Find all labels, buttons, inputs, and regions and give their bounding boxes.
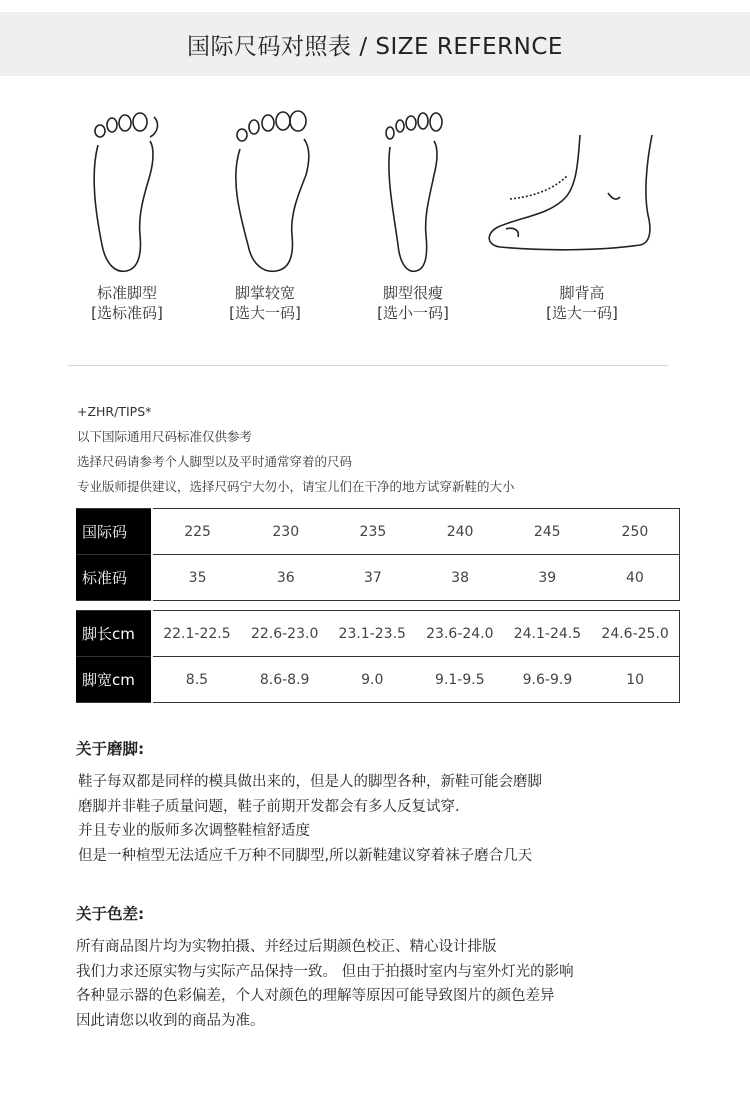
tips-block — [77, 402, 515, 502]
measure-table — [76, 610, 680, 703]
abrasion-section — [76, 737, 542, 869]
table-cell: 23.6-24.0 — [416, 611, 504, 657]
table-row — [76, 611, 680, 657]
row-label: 脚长cm — [76, 611, 152, 657]
section-title: 关于磨脚: — [76, 740, 145, 758]
foot-sole-wide-icon — [216, 105, 336, 285]
table-cell: 8.5 — [152, 657, 241, 703]
table-cell: 240 — [417, 509, 504, 555]
page-header — [0, 12, 750, 76]
table-cell: 10 — [591, 657, 679, 703]
section-line: 所有商品图片均为实物拍摄、并经过后期颜色校正、精心设计排版 — [76, 939, 497, 955]
section-line: 因此请您以收到的商品为准。 — [76, 1012, 265, 1029]
tips-heading: +ZHR/TIPS* — [77, 404, 152, 419]
foot-label-wide: 脚掌较宽 [选大一码] — [229, 284, 301, 322]
table-row — [76, 555, 680, 601]
foot-label-standard: 标准脚型 [选标准码] — [91, 284, 163, 322]
table-cell: 35 — [152, 555, 242, 601]
table-cell: 9.1-9.5 — [416, 657, 504, 703]
table-cell: 8.6-8.9 — [241, 657, 329, 703]
table-cell: 24.6-25.0 — [591, 611, 679, 657]
foot-sole-slim-icon — [360, 105, 480, 285]
divider — [68, 365, 668, 366]
section-line: 我们力求还原实物与实际产品保持一致。 但由于拍摄时室内与室外灯光的影响 — [76, 963, 574, 980]
table-cell: 24.1-24.5 — [504, 611, 592, 657]
table-row — [76, 509, 680, 555]
foot-label-high-instep: 脚背高 [选大一码] — [546, 284, 618, 322]
section-line: 但是一种楦型无法适应千万种不同脚型,所以新鞋建议穿着袜子磨合几天 — [78, 847, 533, 864]
tips-line: 选择尺码请参考个人脚型以及平时通常穿着的尺码 — [77, 454, 353, 469]
table-cell: 235 — [329, 509, 416, 555]
foot-side-high-instep-icon — [480, 105, 660, 285]
row-label: 脚宽cm — [76, 657, 152, 703]
table-row — [76, 657, 680, 703]
table-cell: 9.0 — [328, 657, 416, 703]
table-cell: 225 — [152, 509, 242, 555]
foot-label-slim: 脚型很瘦 [选小一码] — [377, 284, 449, 322]
section-line: 并且专业的版师多次调整鞋楦舒适度 — [78, 823, 310, 839]
table-cell: 37 — [329, 555, 416, 601]
section-line: 各种显示器的色彩偏差，个人对颜色的理解等原因可能导致图片的颜色差异 — [76, 988, 555, 1004]
table-cell: 230 — [242, 509, 329, 555]
row-label: 国际码 — [76, 509, 152, 555]
table-cell: 245 — [504, 509, 591, 555]
row-label: 标准码 — [76, 555, 152, 601]
page-title: 国际尺码对照表 / SIZE REFERNCE — [187, 33, 563, 60]
table-cell: 38 — [417, 555, 504, 601]
table-cell: 39 — [504, 555, 591, 601]
table-cell: 22.6-23.0 — [241, 611, 329, 657]
table-cell: 23.1-23.5 — [328, 611, 416, 657]
table-cell: 250 — [591, 509, 680, 555]
size-table — [76, 508, 680, 601]
color-diff-section — [76, 902, 574, 1034]
table-cell: 36 — [242, 555, 329, 601]
table-cell: 9.6-9.9 — [504, 657, 592, 703]
tips-line: 专业版师提供建议，选择尺码宁大勿小，请宝儿们在干净的地方试穿新鞋的大小 — [77, 479, 515, 494]
section-title: 关于色差: — [76, 905, 145, 923]
foot-sole-standard-icon — [68, 105, 188, 285]
section-line: 磨脚并非鞋子质量问题，鞋子前期开发都会有多人反复试穿. — [78, 798, 460, 815]
tips-line: 以下国际通用尺码标准仅供参考 — [77, 429, 253, 444]
table-cell: 22.1-22.5 — [152, 611, 241, 657]
table-cell: 40 — [591, 555, 680, 601]
section-line: 鞋子每双都是同样的模具做出来的，但是人的脚型各种，新鞋可能会磨脚 — [78, 774, 542, 790]
